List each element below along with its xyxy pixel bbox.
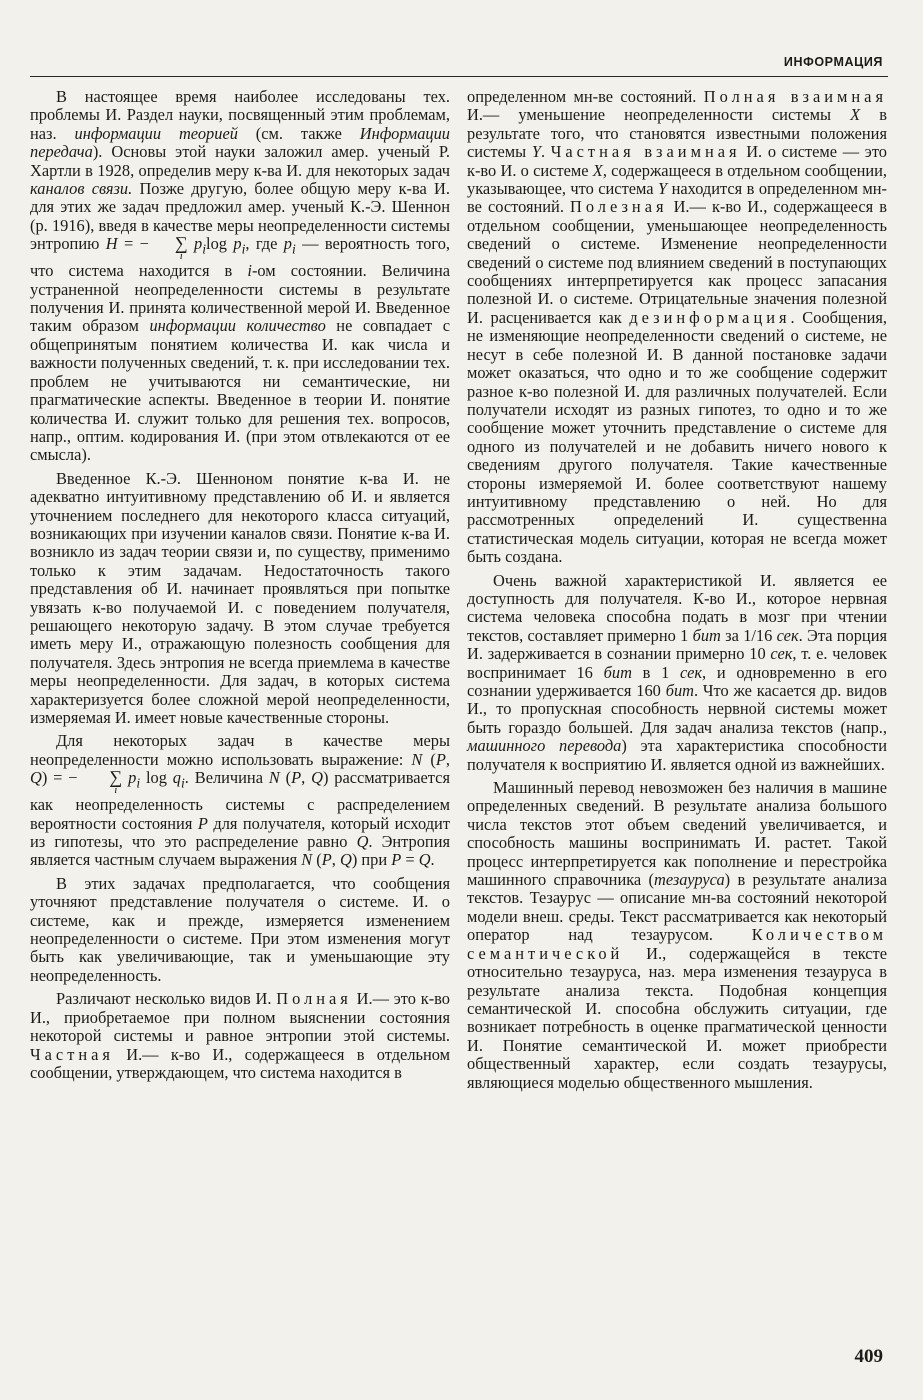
running-header: ИНФОРМАЦИЯ <box>783 55 883 69</box>
paragraph: Очень важной характеристикой И. является ее доступность для получателя. К-во И., которое нервная система человека способна подать в мозг при чтении текстов, составляет примерно 1 бит за 1/16 сек. Эта порция И. задерживается в сознании примерно 10 сек, т. е. человек воспринимает 16 бит в 1 сек, и одновременно в его сознании удерживается 160 бит. Что же касается др. видов И., то пропускная способность нервной системы может быть гораздо большей. Для задач анализа текстов (напр., машинного перевода) эта характеристика способности получателя к восприятию И. является одной из важнейших. <box>467 570 888 774</box>
paragraph: определенном мн-ве состояний. Полная взаимная И.— уменьшение неопределенности системы X в результате того, что становятся известными положения системы Y. Частная взаимная И. о системе — это к-во И. о системе X, содержащееся в отдельном сообщении, указывающее, что система Y находится в определенном мн-ве состояний. Полезная И.— к-во И., содержащееся в отдельном сообщении, уменьшающее неопределенность сведений о системе. Изменение неопределенности сведений о системе под влиянием сведений в поступающих сообщениях интерпретируется как процесс запасания полезной И. о системе. Отрицательные значения полезной И. расценивается как дезинформация. Сообщения, не изменяющие неопределенности сведений о системе, не несут в себе полезной И. В данной постановке задачи может оказаться, что одно и то же сообщение содержит разное к-во полезной И. для различных получателей. Если получатели исходят из разных гипотез, то одно и то же сообщение может уточнить представление о системе для одного из получателей и не добавить ничего нового к сведениям другого получателя. Такие качественные стороны измеряемой И. более соответствуют нашему интуитивному представлению о ней. Но для рассмотренных определений И. существенна статистическая модель ситуации, которая не всегда может быть создана. <box>467 87 887 567</box>
paragraph: Введенное К.-Э. Шенноном понятие к-ва И. не адекватно интуитивному представлению об И. и является уточнением последнего для некоторого класса ситуаций, возникающих при изучении каналов связи. Понятие к-ва И. возникло из задач теории связи и, по существу, применимо только к этим задачам. Недостаточность такого представления об И. начинает проявляться при попытке увязать к-во получаемой И. с поведением получателя, решающего некоторую задачу. В этом случае требуется иметь меру И., отражающую полезность сообщения для получателя. Здесь энтропия не всегда приемлема в качестве меры неопределенности. Для задач, в которых система характеризуется более сложной мерой неопределенности, измеряемая И. имеет новые качественные стороны. <box>30 468 450 727</box>
paragraph: Различают несколько видов И. Полная И.— это к-во И., приобретаемое при полном выяснении состояния некоторой системы и равное энтропии этой системы. Частная И.— к-во И., содержащееся в отдельном сообщении, утверждающем, что система находится в <box>30 989 450 1082</box>
paragraph: Для некоторых задач в качестве меры неопределенности можно использовать выражение: N (P, Q) = − ∑ i $p_i$ $\log q_i$. Величина N (P, Q) рассматривается как неопределенность системы с распределением вероятности состояния P для получателя, который исходит из гипотезы, что это распределение равно Q. Энтропия является частным случаем выражения N (P, Q) при P = Q. <box>30 731 451 870</box>
sum-symbol: ∑ i <box>174 233 188 263</box>
header-rule <box>30 76 888 77</box>
sum-symbol: ∑ i <box>109 767 123 797</box>
paragraph: В настоящее время наиболее исследованы тех. проблемы И. Раздел науки, посвященный этим проблемам, наз. информации теорией (см. также Информации передача). Основы этой науки заложил амер. ученый Р. Хартли в 1928, определив меру к-ва И. для некоторых задач каналов связи. Позже другую, более общую меру к-ва И. для этих же задач предложил амер. ученый К.-Э. Шеннон (р. 1916), введя в качестве меры неопределенности системы энтропию H = − ∑ i $p_i\log$ $p_i$, где $p_i$ — вероятность того, что система находится в i-ом состоянии. Величина устраненной неопределенности системы в результате получения И. принята количественной мерой И. Введенное таким образом информации количество не совпадает с общепринятым понятием количества И. как числа и важности полученных сведений, т. к. при исследовании тех. проблем не учитываются ни семантические, ни прагматические аспекты. Введенное в теории И. понятие количества И. служит только для решения тех. вопросов, напр., оптим. кодирования И. (при этом отвлекаются от ее смысла). <box>30 87 450 465</box>
left-column <box>30 88 450 1087</box>
right-column <box>467 88 887 1097</box>
paragraph: Машинный перевод невозможен без наличия в машине определенных сведений. В результате анализа большого числа текстов этот объем сведений увеличивается, и способность машины воспринимать И. растет. Такой процесс интерпретируется как пополнение и перестройка машинного справочника (тезауруса) в результате анализа текстов. Тезаурус — описание мн-ва состояний некоторой модели внеш. среды. Текст рассматривается как некоторый оператор над тезаурусом. Количеством семантической И., содержащейся в тексте относительно тезауруса, наз. мера изменения тезауруса в результате анализа текста. Подобная концепция семантической И. способна обслужить ситуации, где возникает потребность в оценке прагматической ценности И. Понятие семантической И. может приобрести общественный характер, если создать тезаурусы, являющиеся моделью общественного мышления. <box>467 778 887 1092</box>
page-number: 409 <box>854 1346 883 1367</box>
paragraph: В этих задачах предполагается, что сообщения уточняют представление получателя о системе. И. о системе, как и прежде, измеряется изменением неопределенности о системе. При этом изменения могут быть как увеличивающие, так и уменьшающие эту неопределенность. <box>30 873 450 985</box>
